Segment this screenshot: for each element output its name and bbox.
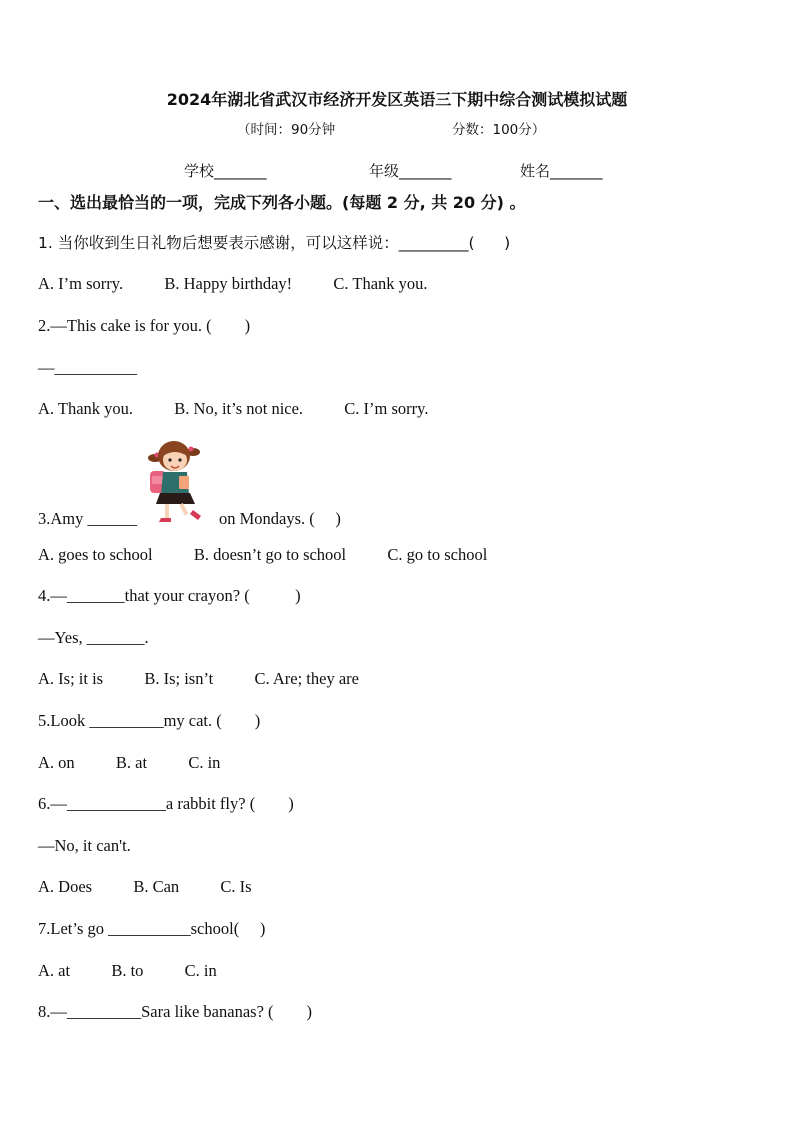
question-2-reply: —__________ — [38, 358, 137, 377]
question-4-stem: 4.—_______that your crayon? ( ) — [38, 586, 301, 605]
name-field[interactable]: 姓名_______ — [520, 162, 603, 180]
exam-score: 分数：100分） — [452, 122, 546, 138]
question-2-stem: 2.—This cake is for you. ( ) — [38, 316, 251, 335]
question-4-reply: —Yes, _______. — [38, 628, 149, 647]
section-title: 一、选出最恰当的一项，完成下列各小题。(每题 2 分, 共 20 分) 。 — [38, 193, 526, 212]
question-5-options: A. on B. at C. in — [38, 753, 221, 772]
question-6-options: A. Does B. Can C. Is — [38, 877, 252, 896]
school-field[interactable]: 学校_______ — [184, 162, 267, 180]
question-3-options: A. goes to school B. doesn’t go to school C. go to school — [38, 545, 488, 564]
question-1-stem: 1. 当你收到生日礼物后想要表示感谢，可以这样说：_________( ) — [38, 234, 511, 252]
question-7-options: A. at B. to C. in — [38, 961, 217, 980]
page-title: 2024年湖北省武汉市经济开发区英语三下期中综合测试模拟试题 — [166, 90, 628, 109]
question-3-stem-end: on Mondays. ( ) — [219, 509, 341, 528]
grade-field[interactable]: 年级_______ — [369, 162, 452, 180]
question-8-stem: 8.—_________Sara like bananas? ( ) — [38, 1002, 313, 1021]
question-4-options: A. Is; it is B. Is; isn’t C. Are; they are — [38, 669, 359, 688]
question-3-stem: 3.Amy ______ — [38, 509, 137, 528]
question-6-stem: 6.—____________a rabbit fly? ( ) — [38, 794, 294, 813]
exam-time: （时间：90分钟 — [237, 122, 336, 138]
question-5-stem: 5.Look _________my cat. ( ) — [38, 711, 261, 730]
question-7-stem: 7.Let’s go __________school( ) — [38, 919, 266, 938]
question-6-reply: —No, it can't. — [38, 836, 131, 855]
question-1-options: A. I’m sorry. B. Happy birthday! C. Thank you. — [38, 274, 428, 293]
question-2-options: A. Thank you. B. No, it’s not nice. C. I’m sorry. — [38, 399, 429, 418]
girl-with-backpack-walking-icon — [143, 438, 211, 528]
